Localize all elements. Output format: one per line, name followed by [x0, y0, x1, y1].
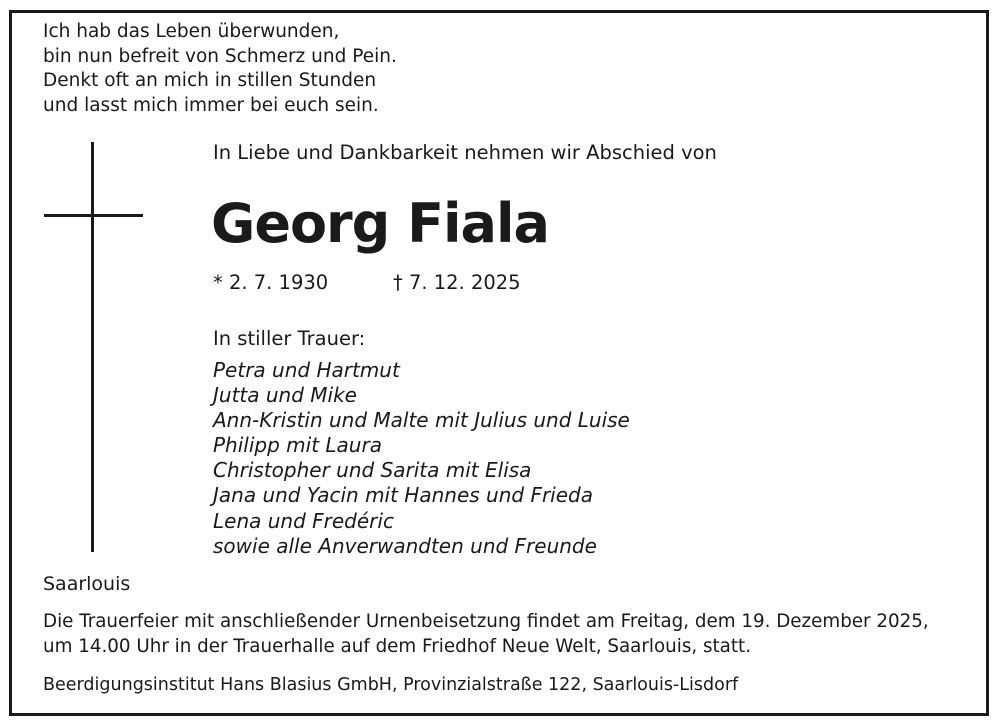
- poem-line: Ich hab das Leben überwunden,: [43, 21, 340, 42]
- poem-line: bin nun befreit von Schmerz und Pein.: [43, 45, 397, 67]
- cross-horizontal-bar: [44, 214, 143, 217]
- death-date: † 7. 12. 2025: [393, 271, 521, 294]
- ceremony-line: um 14.00 Uhr in der Trauerhalle auf dem Friedhof Neue Welt, Saarlouis, statt.: [43, 636, 752, 657]
- mourner-entry: Petra und Hartmut: [213, 358, 400, 382]
- poem-line: und lasst mich immer bei euch sein.: [43, 94, 379, 116]
- undertaker-info: Beerdigungsinstitut Hans Blasius GmbH, Provinzialstraße 122, Saarlouis-Lisdorf: [43, 675, 739, 695]
- mourner-entry: Jutta und Mike: [213, 383, 357, 408]
- cross-vertical-bar: [91, 142, 94, 552]
- mourner-entry: Jana und Yacin mit Hannes und Frieda: [213, 483, 593, 508]
- mourner-entry: Christopher und Sarita mit Elisa: [213, 458, 532, 483]
- mourners-list: [213, 358, 630, 559]
- deceased-name: Georg Fiala: [211, 192, 549, 255]
- mourner-entry: Ann-Kristin und Malte mit Julius und Luise: [213, 408, 630, 433]
- poem: [43, 20, 397, 118]
- birth-date: * 2. 7. 1930: [213, 271, 329, 294]
- poem-line: Denkt oft an mich in stillen Stunden: [43, 70, 377, 91]
- mourner-entry: Lena und Fredéric: [213, 508, 394, 533]
- mourner-entry: Philipp mit Laura: [213, 433, 382, 458]
- farewell-intro: In Liebe und Dankbarkeit nehmen wir Abschied von: [213, 141, 717, 164]
- funeral-ceremony-notice: [43, 609, 929, 659]
- mourner-entry: sowie alle Anverwandten und Freunde: [213, 533, 597, 558]
- ceremony-line: Die Trauerfeier mit anschließender Urnenbeisetzung findet am Freitag, dem 19. Dezember 2025,: [43, 611, 929, 632]
- place-of-residence: Saarlouis: [43, 573, 131, 595]
- mourning-label: In stiller Trauer:: [213, 327, 366, 350]
